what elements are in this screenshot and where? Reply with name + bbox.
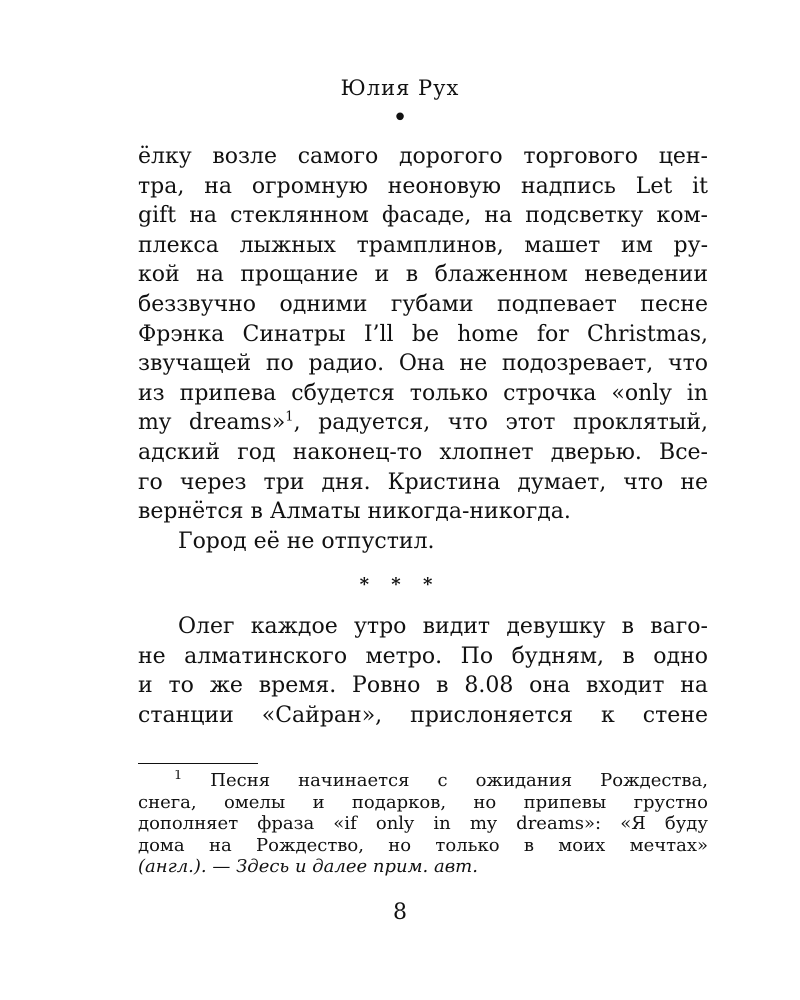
footnote-line: снега, омелы и подарков, но припевы грустно [138, 791, 708, 813]
header-bullet: • [392, 103, 408, 133]
text-line: кой на прощание и в блаженном неведении [138, 262, 708, 288]
text-fragment: my dreams» [138, 410, 286, 436]
footnote-line [138, 770, 708, 792]
text-line: звучащей по радио. Она не подозревает, что [138, 351, 708, 377]
text-line: gift на стеклянном фасаде, на подсветку ком- [138, 203, 708, 229]
text-line: из припева сбудется только строчка «only in [138, 380, 708, 406]
footnote-marker: 1 [174, 770, 183, 783]
text-line: Олег каждое утро видит девушку в ваго- [178, 614, 708, 639]
text-line: ёлку возле самого дорогого торгового цен- [138, 144, 708, 169]
text-line: и то же время. Ровно в 8.08 она входит на [138, 673, 708, 699]
text-line: Фрэнка Синатры I’ll be home for Christmas, [138, 321, 708, 347]
footnote-line: (англ.). — Здесь и далее прим. авт. [138, 856, 478, 877]
text-line: станции «Сайран», прислоняется к стене [138, 702, 708, 728]
footnote-line: дополняет фраза «if only in my dreams»: «Я буду [138, 813, 708, 834]
paragraph-1 [138, 142, 708, 556]
footnote-text: Песня начинается с ожидания Рождества, [210, 770, 708, 791]
text-line: беззвучно одними губами подпевает песне [138, 291, 708, 317]
paragraph-2: Город её не отпустил. [178, 528, 435, 554]
text-fragment: , радуется, что этот проклятый, [293, 410, 708, 436]
text-line: не алматинского метро. По будням, в одно [138, 643, 708, 669]
footnote [138, 770, 708, 878]
text-line: адский год наконец-то хлопнет дверью. Все- [138, 439, 708, 465]
text-line: го через три дня. Кристина думает, что не [138, 469, 708, 495]
section-separator: * * * [359, 574, 441, 595]
text-line: вернётся в Алматы никогда-никогда. [138, 499, 571, 525]
footnote-divider [138, 763, 258, 764]
footnote-reference[interactable]: 1 [285, 410, 294, 426]
running-header: Юлия Рух [340, 76, 460, 100]
text-line: тра, на огромную неоновую надпись Let it [138, 173, 708, 199]
page-number: 8 [393, 900, 407, 925]
text-line-with-footnote [138, 408, 708, 438]
text-line: плекса лыжных трамплинов, машет им ру- [138, 232, 708, 258]
paragraph-3 [138, 612, 708, 730]
footnote-line: дома на Рождество, но только в моих мечтах» [138, 834, 708, 856]
